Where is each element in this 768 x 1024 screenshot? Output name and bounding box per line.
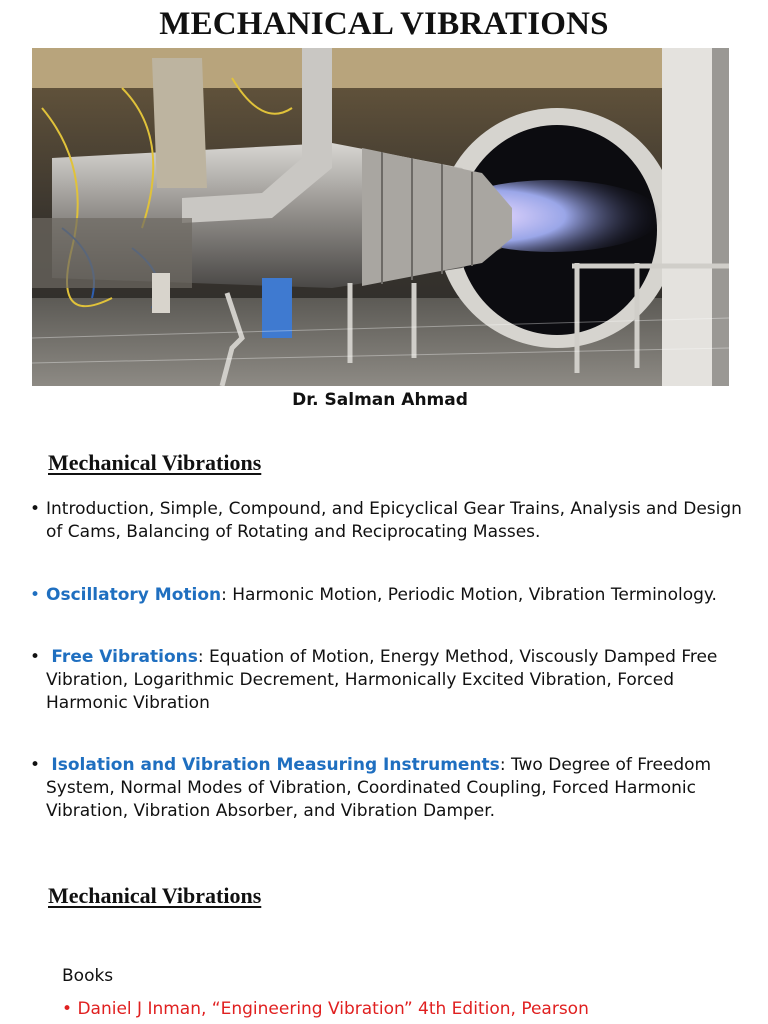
bullet-icon: • (30, 647, 41, 667)
section-heading: Mechanical Vibrations (48, 883, 262, 908)
bullet-icon: • (30, 755, 41, 775)
bullet-icon: • (30, 585, 41, 605)
book-title: Daniel J Inman, “Engineering Vibration” 4th Edition, Pearson (77, 999, 589, 1019)
topic-bullet (30, 646, 745, 715)
jet-engine-test-photo (32, 48, 729, 386)
topic-bullet (30, 498, 745, 544)
book-reference (62, 999, 589, 1019)
topic-highlight: Free Vibrations (51, 647, 198, 667)
topic-bullet (30, 754, 745, 823)
bullet-icon: • (30, 499, 41, 519)
topic-text: : Harmonic Motion, Periodic Motion, Vibration Terminology. (221, 585, 717, 605)
topic-text: Introduction, Simple, Compound, and Epicyclical Gear Trains, Analysis and Design of Cams, Balancing of Rotating and Reciprocating Masses. (46, 499, 742, 542)
topic-highlight: Isolation and Vibration Measuring Instruments (51, 755, 500, 775)
topic-text: : Two Degree of Freedom System, Normal Modes of Vibration, Coordinated Coupling, Forced Harmonic Vibration, Vibration Absorber, and Vibration Damper. (46, 755, 712, 821)
topic-text: : Equation of Motion, Energy Method, Viscously Damped Free Vibration, Logarithmic Decrement, Harmonically Excited Vibration, Forced Harmonic Vibration (46, 647, 718, 713)
section-heading: Mechanical Vibrations (48, 450, 262, 475)
page-title: MECHANICAL VIBRATIONS (159, 6, 609, 42)
author-name: Dr. Salman Ahmad (292, 390, 468, 410)
bullet-icon: • (62, 999, 73, 1019)
books-label: Books (62, 966, 114, 986)
topic-bullet (30, 584, 745, 607)
topic-highlight: Oscillatory Motion (46, 585, 222, 605)
